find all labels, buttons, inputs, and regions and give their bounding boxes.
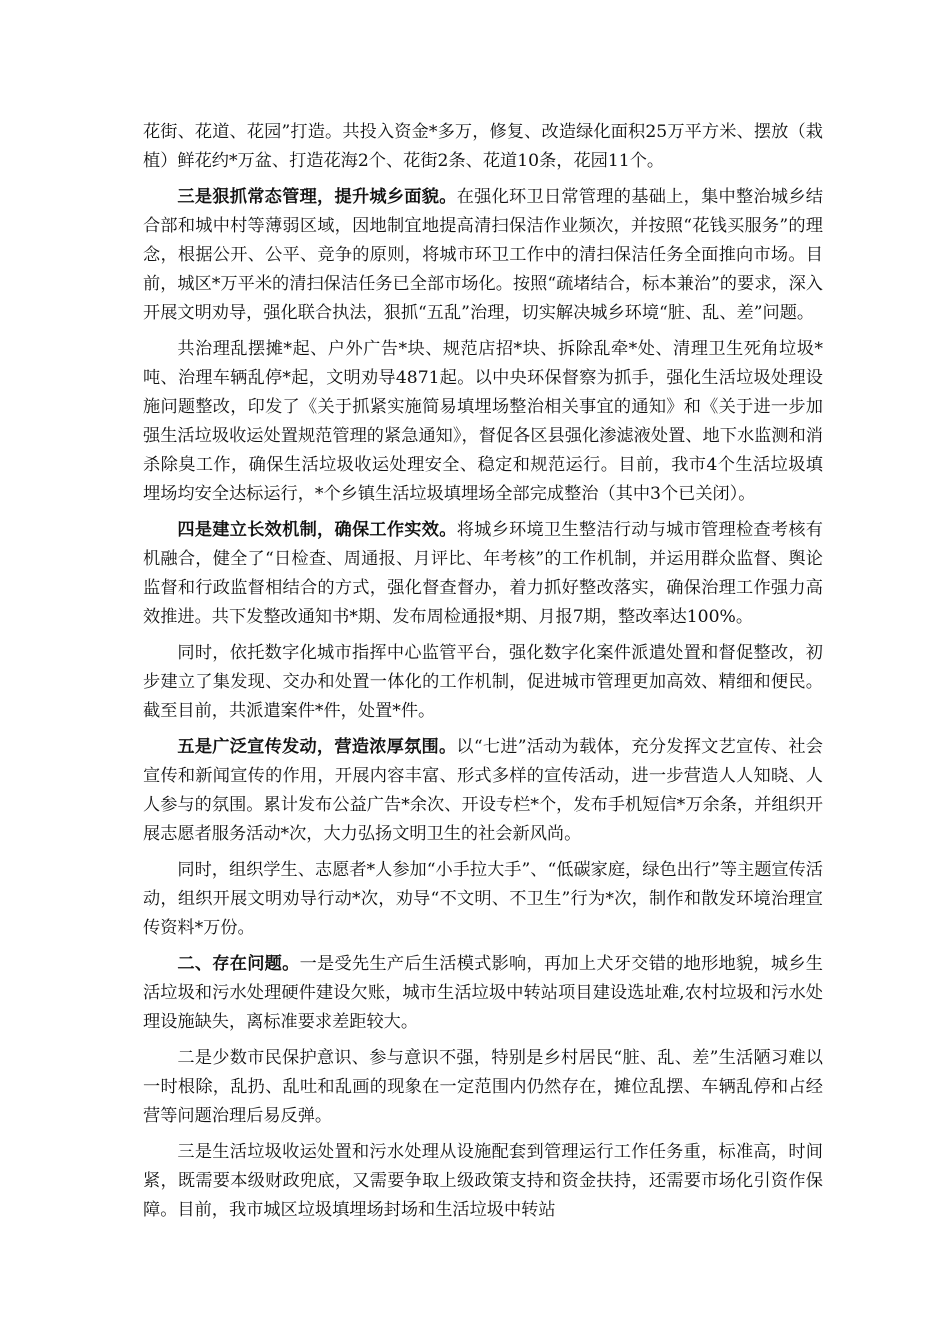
paragraph-text: 将城乡环境卫生整洁行动与城市管理检查考核有机融合，健全了“日检查、周通报、月评比、年考核”的工作机制，并运用群众监督、舆论监督和行政监督相结合的方式，强化督查督办，着力抓好整改落实，确保治理工作强力高效推进。共下发整改通知书*期、发布周检通报*期、月报7期，整改率达100%。: [143, 520, 823, 627]
paragraph-text: 三是生活垃圾收运处置和污水处理从设施配套到管理运行工作任务重，标准高，时间紧，既需要本级财政兜底，又需要争取上级政策支持和资金扶持，还需要市场化引资作保障。目前，我市城区垃圾填埋场封场和生活垃圾中转站: [143, 1142, 823, 1220]
paragraph: [143, 733, 823, 849]
paragraph: [143, 183, 823, 328]
paragraph-lead: 五是广泛宣传发动，营造浓厚氛围。: [177, 737, 457, 757]
paragraph: [143, 1138, 823, 1225]
paragraph: [143, 335, 823, 509]
paragraph-text: 一是受先生产后生活模式影响，再加上犬牙交错的地形地貌，城乡生活垃圾和污水处理硬件建设欠账，城市生活垃圾中转站项目建设选址难,农村垃圾和污水处理设施缺失，离标准要求差距较大。: [143, 954, 823, 1032]
paragraph: [143, 516, 823, 632]
paragraph-lead: 三是狠抓常态管理，提升城乡面貌。: [177, 187, 457, 207]
document-body: [143, 118, 823, 1232]
paragraph-lead: 四是建立长效机制，确保工作实效。: [177, 520, 457, 540]
paragraph-text: 同时，依托数字化城市指挥中心监管平台，强化数字化案件派遣处置和督促整改，初步建立了集发现、交办和处置一体化的工作机制，促进城市管理更加高效、精细和便民。截至目前，共派遣案件*件，处置*件。: [143, 643, 823, 721]
paragraph-text: 在强化环卫日常管理的基础上，集中整治城乡结合部和城中村等薄弱区域，因地制宜地提高清扫保洁作业频次，并按照“花钱买服务”的理念，根据公开、公平、竞争的原则，将城市环卫工作中的清扫保洁任务全面推向市场。目前，城区*万平米的清扫保洁任务已全部市场化。按照“疏堵结合，标本兼治”的要求，深入开展文明劝导，强化联合执法，狠抓“五乱”治理，切实解决城乡环境“脏、乱、差”问题。: [143, 187, 823, 323]
paragraph-text: 同时，组织学生、志愿者*人参加“小手拉大手”、“低碳家庭，绿色出行”等主题宣传活动，组织开展文明劝导行动*次，劝导“不文明、不卫生”行为*次，制作和散发环境治理宣传资料*万份。: [143, 860, 823, 938]
paragraph: [143, 950, 823, 1037]
paragraph-text: 共治理乱摆摊*起、户外广告*块、规范店招*块、拆除乱牵*处、清理卫生死角垃圾*吨、治理车辆乱停*起，文明劝导4871起。以中央环保督察为抓手，强化生活垃圾处理设施问题整改，印发了《关于抓紧实施简易填埋场整治相关事宜的通知》和《关于进一步加强生活垃圾收运处置规范管理的紧急通知》，督促各区县强化渗滤液处置、地下水监测和消杀除臭工作，确保生活垃圾收运处理安全、稳定和规范运行。目前，我市4个生活垃圾填埋场均安全达标运行，*个乡镇生活垃圾填埋场全部完成整治（其中3个已关闭）。: [143, 339, 823, 504]
paragraph: [143, 639, 823, 726]
paragraph-lead: 二、存在问题。: [177, 954, 300, 974]
paragraph-text: 花街、花道、花园”打造。共投入资金*多万，修复、改造绿化面积25万平方米、摆放（栽植）鲜花约*万盆、打造花海2个、花街2条、花道10条，花园11个。: [143, 122, 823, 171]
paragraph-text: 二是少数市民保护意识、参与意识不强，特别是乡村居民“脏、乱、差”生活陋习难以一时根除，乱扔、乱吐和乱画的现象在一定范围内仍然存在，摊位乱摆、车辆乱停和占经营等问题治理后易反弹。: [143, 1048, 823, 1126]
paragraph: [143, 118, 823, 176]
paragraph: [143, 856, 823, 943]
paragraph-text: 以“七进”活动为载体，充分发挥文艺宣传、社会宣传和新闻宣传的作用，开展内容丰富、形式多样的宣传活动，进一步营造人人知晓、人人参与的氛围。累计发布公益广告*余次、开设专栏*个，发布手机短信*万余条，并组织开展志愿者服务活动*次，大力弘扬文明卫生的社会新风尚。: [143, 737, 823, 844]
paragraph: [143, 1044, 823, 1131]
